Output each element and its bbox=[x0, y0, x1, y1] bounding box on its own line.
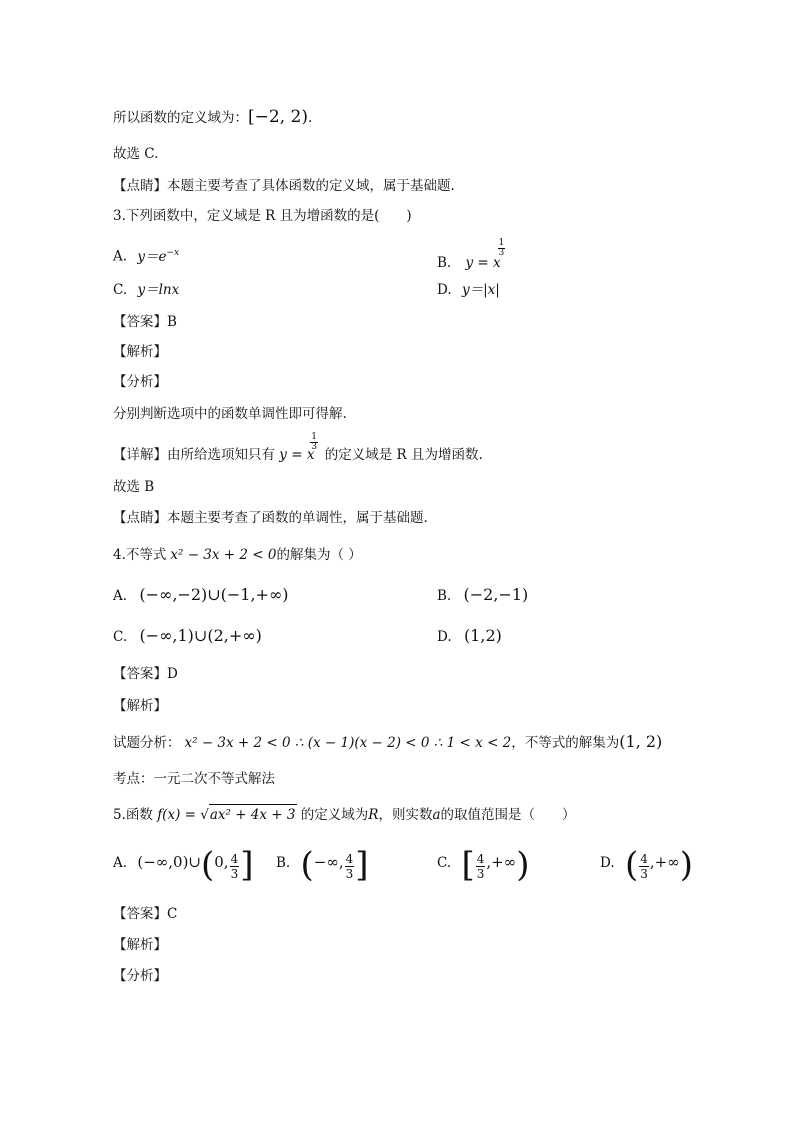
q5-option-c-den: 3 bbox=[476, 867, 485, 881]
right-bracket-icon: ] bbox=[355, 845, 369, 885]
q5-option-d-num: 4 bbox=[640, 852, 648, 866]
choose-c-line: 故选 C. bbox=[113, 146, 159, 162]
q5-prefix: 5.函数 bbox=[113, 807, 153, 823]
q3-option-a-formula: y＝e bbox=[137, 248, 167, 265]
q5-function-lhs: f(x) = bbox=[157, 807, 196, 823]
question-5-stem bbox=[113, 804, 576, 825]
q5-option-d-part2: ,+∞ bbox=[649, 853, 680, 871]
comment-line-1: 【点睛】本题主要考查了具体函数的定义域，属于基础题. bbox=[113, 178, 455, 194]
q3-detail-exp-num: 1 bbox=[311, 432, 318, 442]
q5-option-a-part2: 0, bbox=[214, 853, 229, 871]
q5-option-b-part1: −∞, bbox=[313, 853, 344, 871]
q3-detail-prefix: 【详解】由所给选项知只有 bbox=[113, 447, 275, 463]
q3-fenxi-text: 分别判断选项中的函数单调性即可得解. bbox=[113, 406, 347, 422]
q3-option-a bbox=[113, 243, 179, 267]
q3-fenxi-heading: 【分析】 bbox=[113, 374, 167, 390]
q5-option-b-label: B. bbox=[276, 855, 291, 871]
q5-radicand: ax² + 4x + 3 bbox=[209, 804, 297, 825]
q5-option-a bbox=[113, 845, 254, 885]
q5-option-c bbox=[437, 845, 530, 885]
q4-analysis-set: (1, 2) bbox=[619, 732, 663, 751]
q5-fenxi-heading: 【分析】 bbox=[113, 968, 167, 984]
question-3-stem: 3.下列函数中，定义域是 R 且为增函数的是( ) bbox=[113, 208, 412, 224]
q4-answer: 【答案】D bbox=[113, 666, 178, 682]
q3-option-b-exp-den: 3 bbox=[498, 248, 505, 258]
q5-option-b-num: 4 bbox=[345, 852, 354, 866]
left-paren-icon: ( bbox=[624, 845, 639, 885]
q5-domain-R: R bbox=[368, 807, 379, 823]
q4-option-c-label: C. bbox=[113, 629, 128, 645]
q3-option-c bbox=[113, 280, 179, 300]
q4-analysis-prefix: 试题分析： bbox=[113, 735, 181, 751]
q5-mid: 的定义域为 bbox=[300, 807, 369, 823]
q3-option-d bbox=[437, 280, 500, 300]
q5-mid2: ，则实数 bbox=[378, 807, 433, 823]
left-paren-icon: ( bbox=[300, 845, 314, 885]
q4-option-d bbox=[437, 626, 502, 647]
q3-detail-suffix: 的定义域是 R 且为增函数. bbox=[324, 447, 483, 463]
right-bracket-icon: ] bbox=[240, 845, 254, 885]
q5-option-b bbox=[276, 845, 369, 885]
q3-option-a-label: A. bbox=[113, 248, 128, 265]
q5-option-c-part2: ,+∞ bbox=[486, 853, 517, 871]
q5-option-d bbox=[600, 845, 693, 885]
q5-option-d-label: D. bbox=[600, 855, 615, 871]
right-paren-icon: ) bbox=[516, 845, 530, 885]
q4-jiexi-heading: 【解析】 bbox=[113, 698, 167, 714]
q5-option-c-num: 4 bbox=[476, 852, 485, 866]
q5-suffix: 的取值范围是（ ） bbox=[440, 807, 576, 823]
q5-answer: 【答案】C bbox=[113, 906, 178, 922]
q3-detail-exp-den: 3 bbox=[311, 442, 318, 452]
q4-analysis-line bbox=[113, 732, 662, 753]
q3-option-c-formula: y＝lnx bbox=[137, 282, 180, 298]
q5-option-b-den: 3 bbox=[345, 867, 354, 881]
q5-option-c-label: C. bbox=[437, 855, 452, 871]
q5-option-a-part1: (−∞,0)∪ bbox=[137, 853, 201, 871]
q4-option-b-formula: (−2,−1) bbox=[463, 585, 529, 604]
q4-prefix: 4.不等式 bbox=[113, 547, 167, 563]
q3-option-d-formula: y＝|x| bbox=[461, 282, 500, 298]
q5-option-d-den: 3 bbox=[640, 867, 648, 881]
left-paren-icon: ( bbox=[201, 845, 215, 885]
q4-option-d-label: D. bbox=[437, 629, 452, 645]
q4-option-d-formula: (1,2) bbox=[463, 626, 502, 645]
q4-option-a-formula: (−∞,−2)∪(−1,+∞) bbox=[139, 585, 289, 604]
q4-kaodian: 考点：一元二次不等式解法 bbox=[113, 771, 275, 787]
q5-option-a-den: 3 bbox=[230, 867, 239, 881]
q4-formula: x² − 3x + 2 < 0 bbox=[170, 547, 277, 563]
q3-option-b-label: B. bbox=[437, 255, 452, 271]
left-bracket-icon: [ bbox=[461, 845, 475, 885]
q3-option-b bbox=[437, 238, 505, 273]
q3-option-b-formula: y = x bbox=[465, 255, 501, 271]
q3-answer: 【答案】B bbox=[113, 314, 177, 330]
q3-option-c-label: C. bbox=[113, 282, 128, 298]
q3-jiexi-heading: 【解析】 bbox=[113, 344, 167, 360]
q3-detail-line bbox=[113, 432, 483, 465]
right-paren-icon: ) bbox=[679, 845, 693, 885]
q4-option-a-label: A. bbox=[113, 588, 128, 604]
q3-option-a-exponent: −x bbox=[166, 248, 180, 258]
q5-jiexi-heading: 【解析】 bbox=[113, 937, 167, 953]
q3-option-d-label: D. bbox=[437, 282, 452, 298]
q3-choose: 故选 B bbox=[113, 479, 155, 495]
q4-analysis-formula: x² − 3x + 2 < 0 ∴ (x − 1)(x − 2) < 0 ∴ 1 < x < 2 bbox=[184, 735, 512, 751]
domain-period: . bbox=[307, 110, 313, 126]
q5-var-a: a bbox=[432, 807, 441, 823]
q5-option-a-num: 4 bbox=[230, 852, 239, 866]
q4-option-c-formula: (−∞,1)∪(2,+∞) bbox=[139, 626, 262, 645]
q4-analysis-suffix: ，不等式的解集为 bbox=[511, 735, 620, 751]
q3-detail-formula: y = x bbox=[279, 447, 315, 463]
domain-conclusion-text: 所以函数的定义域为： bbox=[113, 110, 248, 126]
domain-interval: [−2, 2) bbox=[248, 107, 308, 127]
q4-suffix: 的解集为（ ） bbox=[276, 547, 362, 563]
q4-option-c bbox=[113, 626, 262, 647]
q4-option-b bbox=[437, 585, 528, 606]
question-4-stem bbox=[113, 545, 362, 565]
domain-conclusion-line bbox=[113, 107, 312, 128]
q3-comment: 【点睛】本题主要考查了函数的单调性，属于基础题. bbox=[113, 510, 428, 526]
q4-option-a bbox=[113, 585, 289, 606]
q4-option-b-label: B. bbox=[437, 588, 452, 604]
sqrt-icon: √ bbox=[200, 807, 209, 823]
q5-option-a-label: A. bbox=[113, 855, 128, 871]
q3-option-b-exp-num: 1 bbox=[498, 238, 505, 248]
